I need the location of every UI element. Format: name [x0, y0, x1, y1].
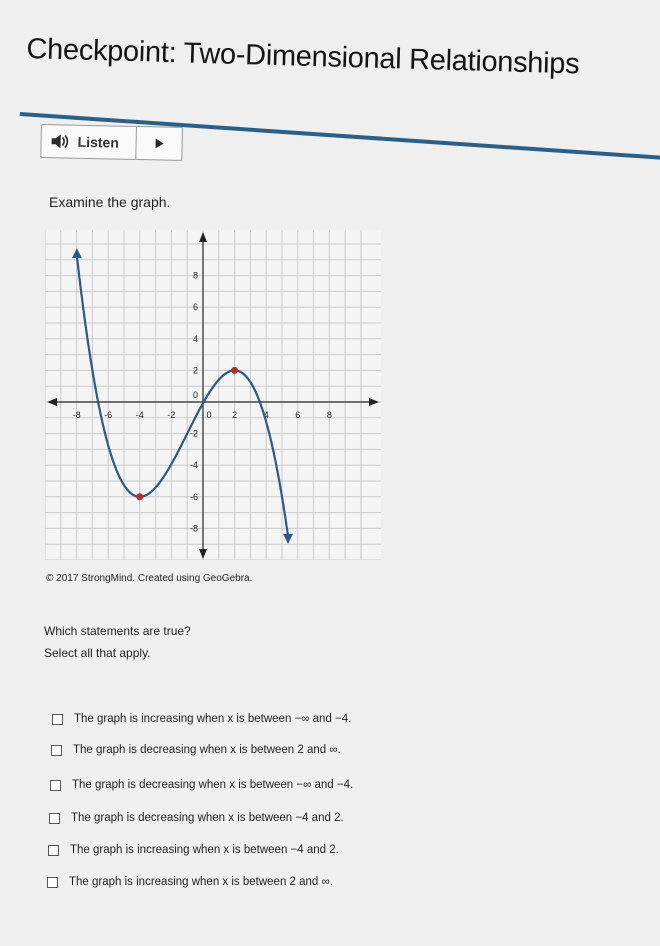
option-checkbox[interactable]: [49, 813, 60, 824]
play-icon[interactable]: [136, 137, 181, 150]
graph-background: [45, 230, 381, 560]
y-tick-label: -2: [189, 428, 198, 439]
option-3[interactable]: [50, 779, 353, 791]
option-1[interactable]: [52, 713, 351, 725]
x-tick-label: -8: [72, 410, 81, 420]
option-5[interactable]: [48, 844, 339, 856]
option-label: The graph is increasing when x is between −∞ and −4.: [74, 713, 352, 725]
y-tick-label: -6: [189, 491, 198, 502]
question-text: Which statements are true?: [44, 624, 191, 638]
graph-credit: © 2017 StrongMind. Created using GeoGebra.: [46, 573, 253, 584]
function-graph: [45, 230, 381, 560]
option-label: The graph is decreasing when x is between −4 and 2.: [71, 812, 344, 824]
option-label: The graph is decreasing when x is between 2 and ∞.: [73, 744, 341, 756]
prompt-text: Examine the graph.: [49, 194, 171, 210]
option-checkbox[interactable]: [52, 714, 63, 725]
y-tick-label: 6: [192, 302, 198, 313]
page-title: Checkpoint: Two-Dimensional Relationships: [26, 33, 580, 81]
y-tick-label: -8: [189, 523, 198, 534]
option-label: The graph is increasing when x is between 2 and ∞.: [69, 876, 333, 888]
x-tick-label: -2: [167, 410, 176, 420]
option-checkbox[interactable]: [47, 877, 58, 888]
local-max-point: [231, 367, 238, 374]
option-checkbox[interactable]: [48, 845, 59, 856]
local-min-point: [136, 493, 143, 500]
option-label: The graph is increasing when x is between −4 and 2.: [70, 844, 339, 856]
y-tick-label: -4: [189, 460, 198, 471]
x-tick-label: -6: [104, 410, 113, 420]
x-tick-label: 0: [206, 410, 212, 420]
speaker-icon: [41, 133, 77, 150]
option-4[interactable]: [49, 812, 344, 824]
y-tick-label: 4: [192, 333, 198, 344]
option-2[interactable]: [51, 744, 341, 756]
option-label: The graph is decreasing when x is between −∞ and −4.: [72, 779, 354, 791]
x-tick-label: -4: [135, 410, 144, 420]
x-tick-label: 4: [263, 410, 269, 420]
option-checkbox[interactable]: [50, 780, 61, 791]
listen-label: Listen: [77, 133, 120, 151]
listen-button[interactable]: [40, 124, 183, 161]
y-tick-label: 2: [192, 365, 198, 376]
option-checkbox[interactable]: [51, 745, 62, 756]
x-tick-label: 6: [295, 410, 301, 420]
x-tick-label: 8: [326, 410, 332, 420]
instruction-text: Select all that apply.: [44, 646, 151, 660]
x-tick-label: 2: [232, 410, 238, 420]
option-6[interactable]: [47, 876, 333, 888]
y-tick-label: 0: [192, 390, 198, 400]
y-tick-label: 8: [192, 270, 198, 281]
